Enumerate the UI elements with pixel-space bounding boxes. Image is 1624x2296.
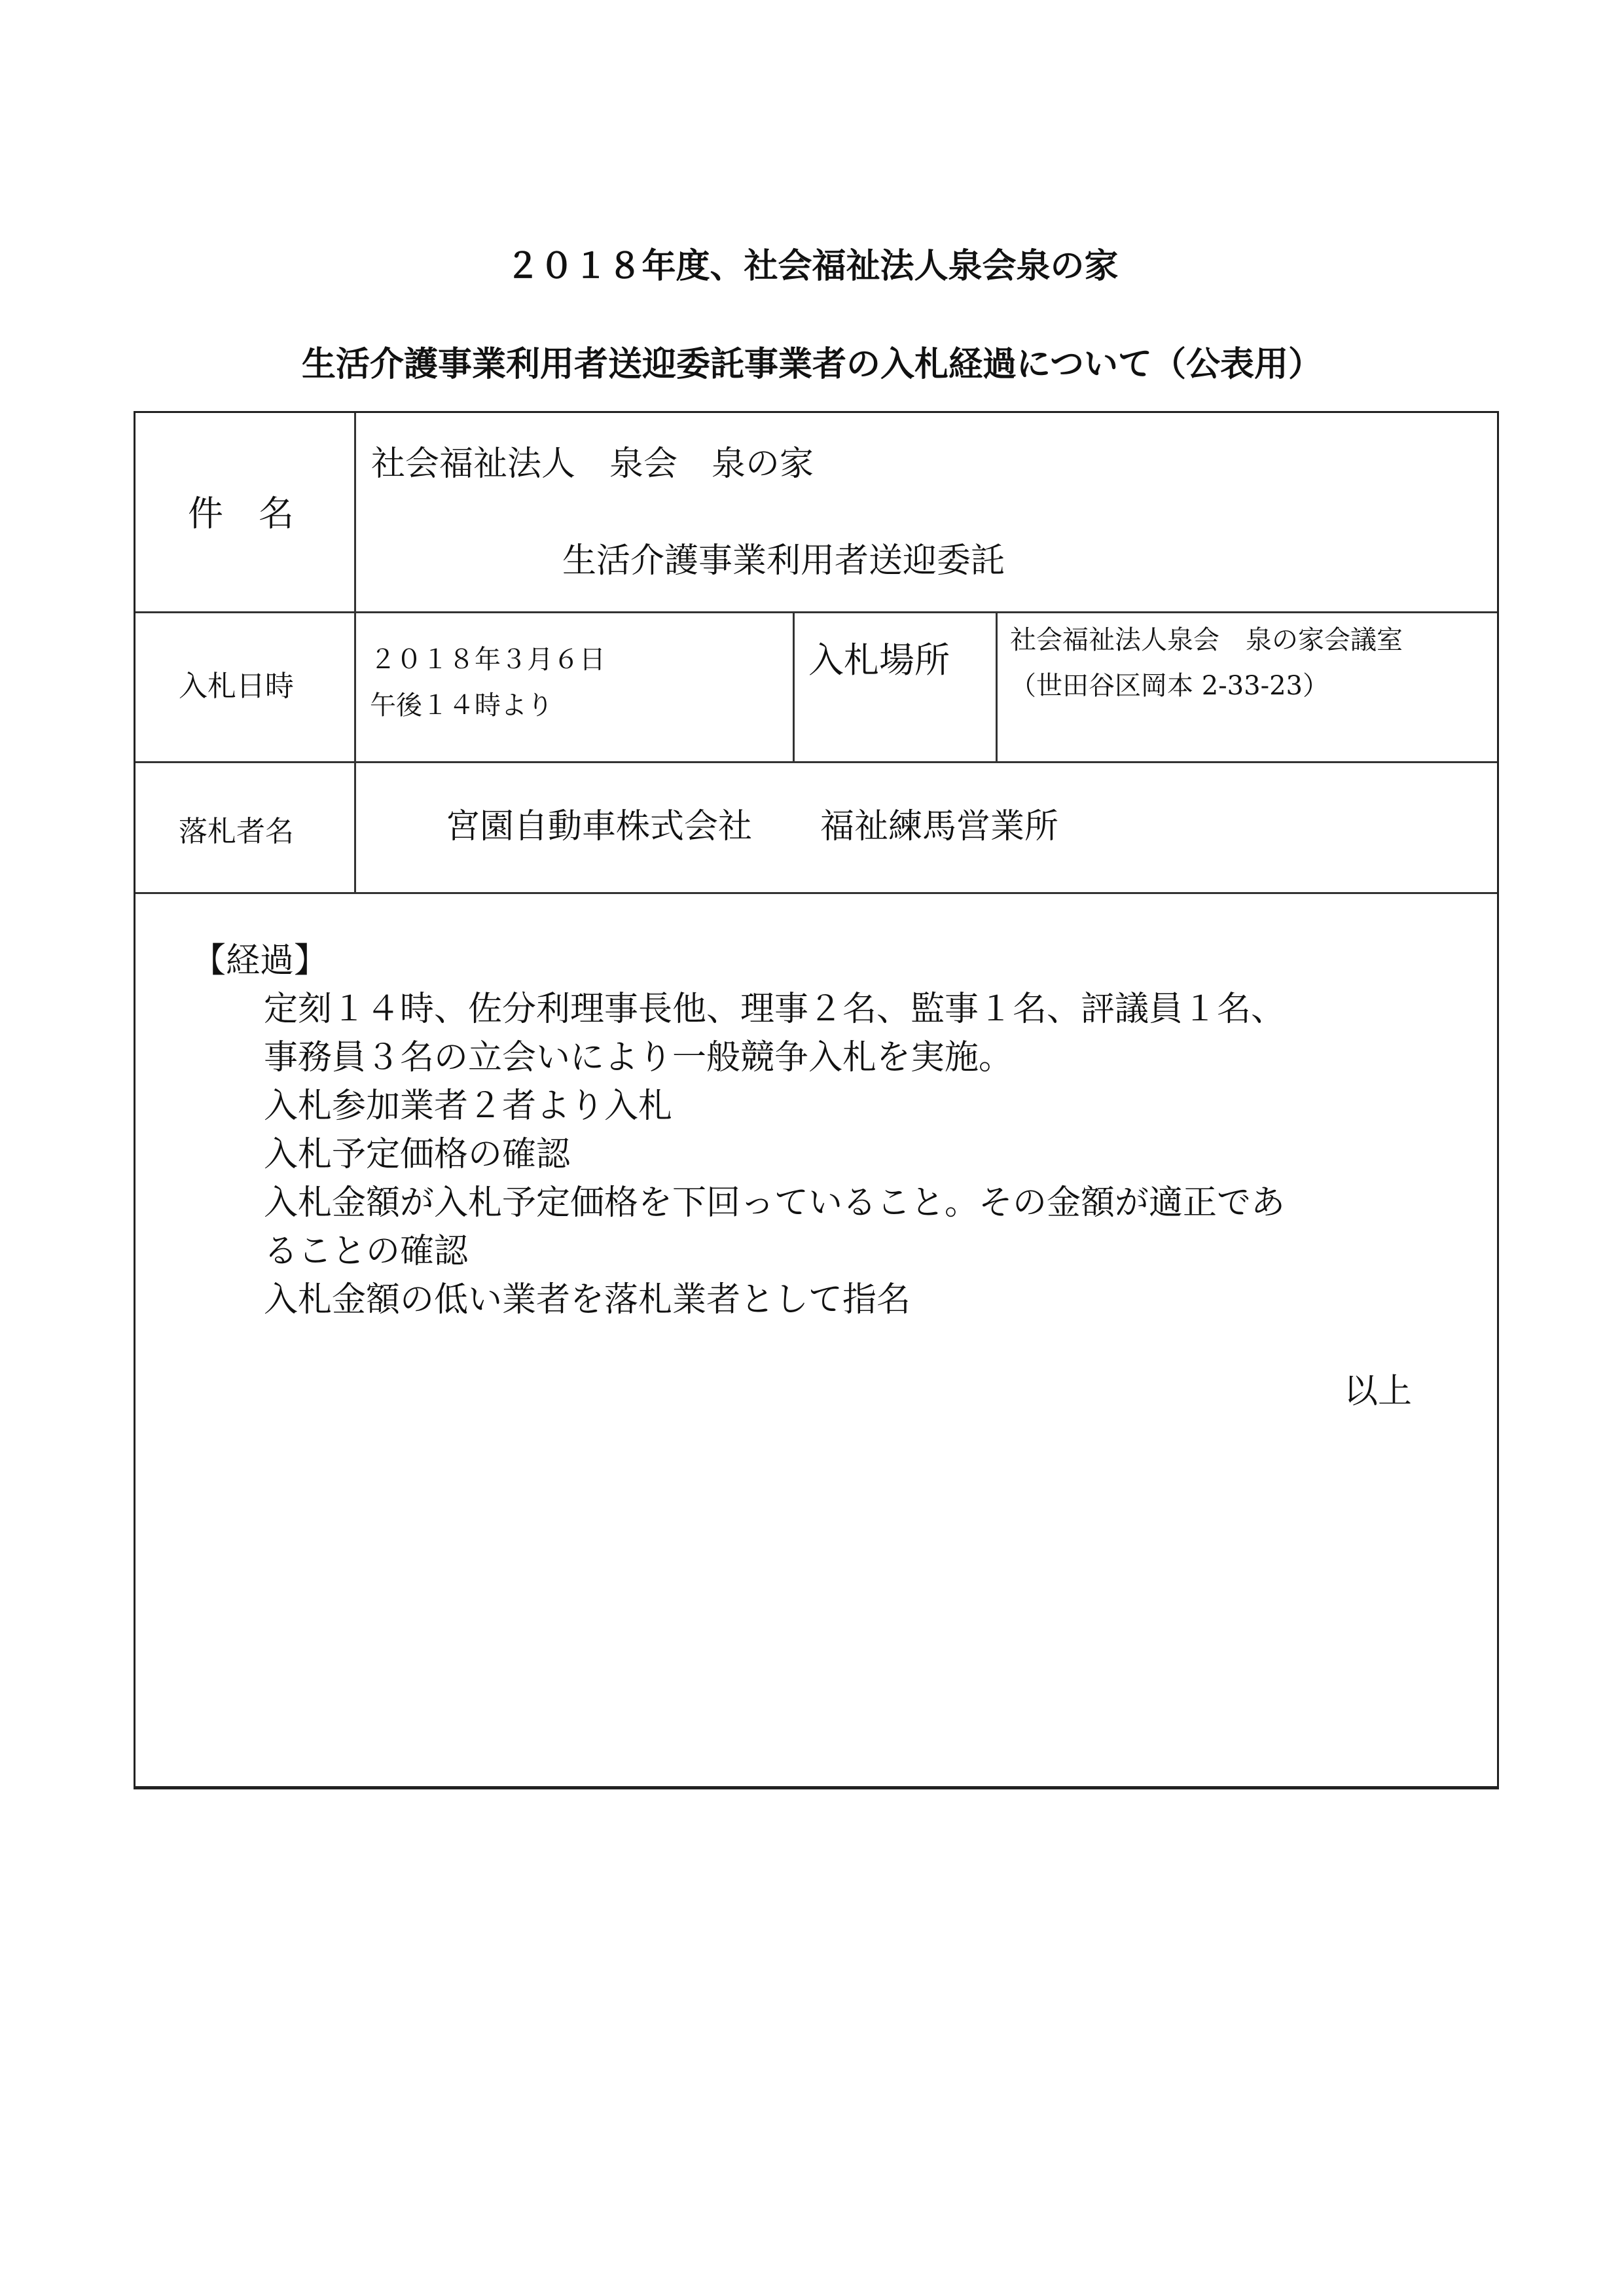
subject-label: 件 名: [188, 493, 294, 534]
winner-label: 落札者名: [179, 815, 294, 848]
bid-report-table: [134, 411, 1499, 1789]
date-place-divider: [793, 611, 795, 762]
label-column-divider: [354, 413, 356, 893]
subject-organization: 社会福祉法人 泉会 泉の家: [371, 444, 814, 484]
closing-text: 以上: [1344, 1372, 1413, 1411]
bid-date-value: ２０１８年３月６日: [370, 645, 605, 675]
place-label-divider: [996, 611, 998, 762]
row-divider-1: [135, 611, 1497, 613]
document-title: ２０１８年度、社会福祉法人泉会泉の家: [505, 246, 1119, 286]
bid-place-value: 社会福祉法人泉会 泉の家会議室: [1010, 625, 1403, 655]
process-line: 入札予定価格の確認: [264, 1135, 571, 1174]
bid-place-address: （世田谷区岡本 2-33-23）: [1010, 671, 1329, 701]
winner-value: 宮園自動車株式会社 福祉練馬営業所: [446, 807, 1059, 846]
row-divider-3: [135, 892, 1497, 894]
process-line: 入札金額の低い業者を落札業者として指名: [264, 1280, 911, 1319]
process-line: ることの確認: [264, 1232, 469, 1271]
process-line: 事務員３名の立会いにより一般競争入札を実施。: [264, 1038, 1013, 1077]
subject-service: 生活介護事業利用者送迎委託: [562, 541, 1005, 581]
process-line: 定刻１４時、佐分利理事長他、理事２名、監事１名、評議員１名、: [264, 990, 1286, 1029]
bid-place-label: 入札場所: [808, 639, 950, 681]
process-heading: 【経過】: [192, 941, 329, 980]
bid-time-value: 午後１４時より: [370, 691, 553, 721]
process-line: 入札参加業者２者より入札: [264, 1086, 673, 1126]
document-subtitle: 生活介護事業利用者送迎委託事業者の入札経過について（公表用）: [302, 344, 1322, 384]
row-divider-2: [135, 761, 1497, 763]
bid-date-label: 入札日時: [179, 670, 294, 703]
process-line: 入札金額が入札予定価格を下回っていること。その金額が適正であ: [264, 1183, 1286, 1223]
